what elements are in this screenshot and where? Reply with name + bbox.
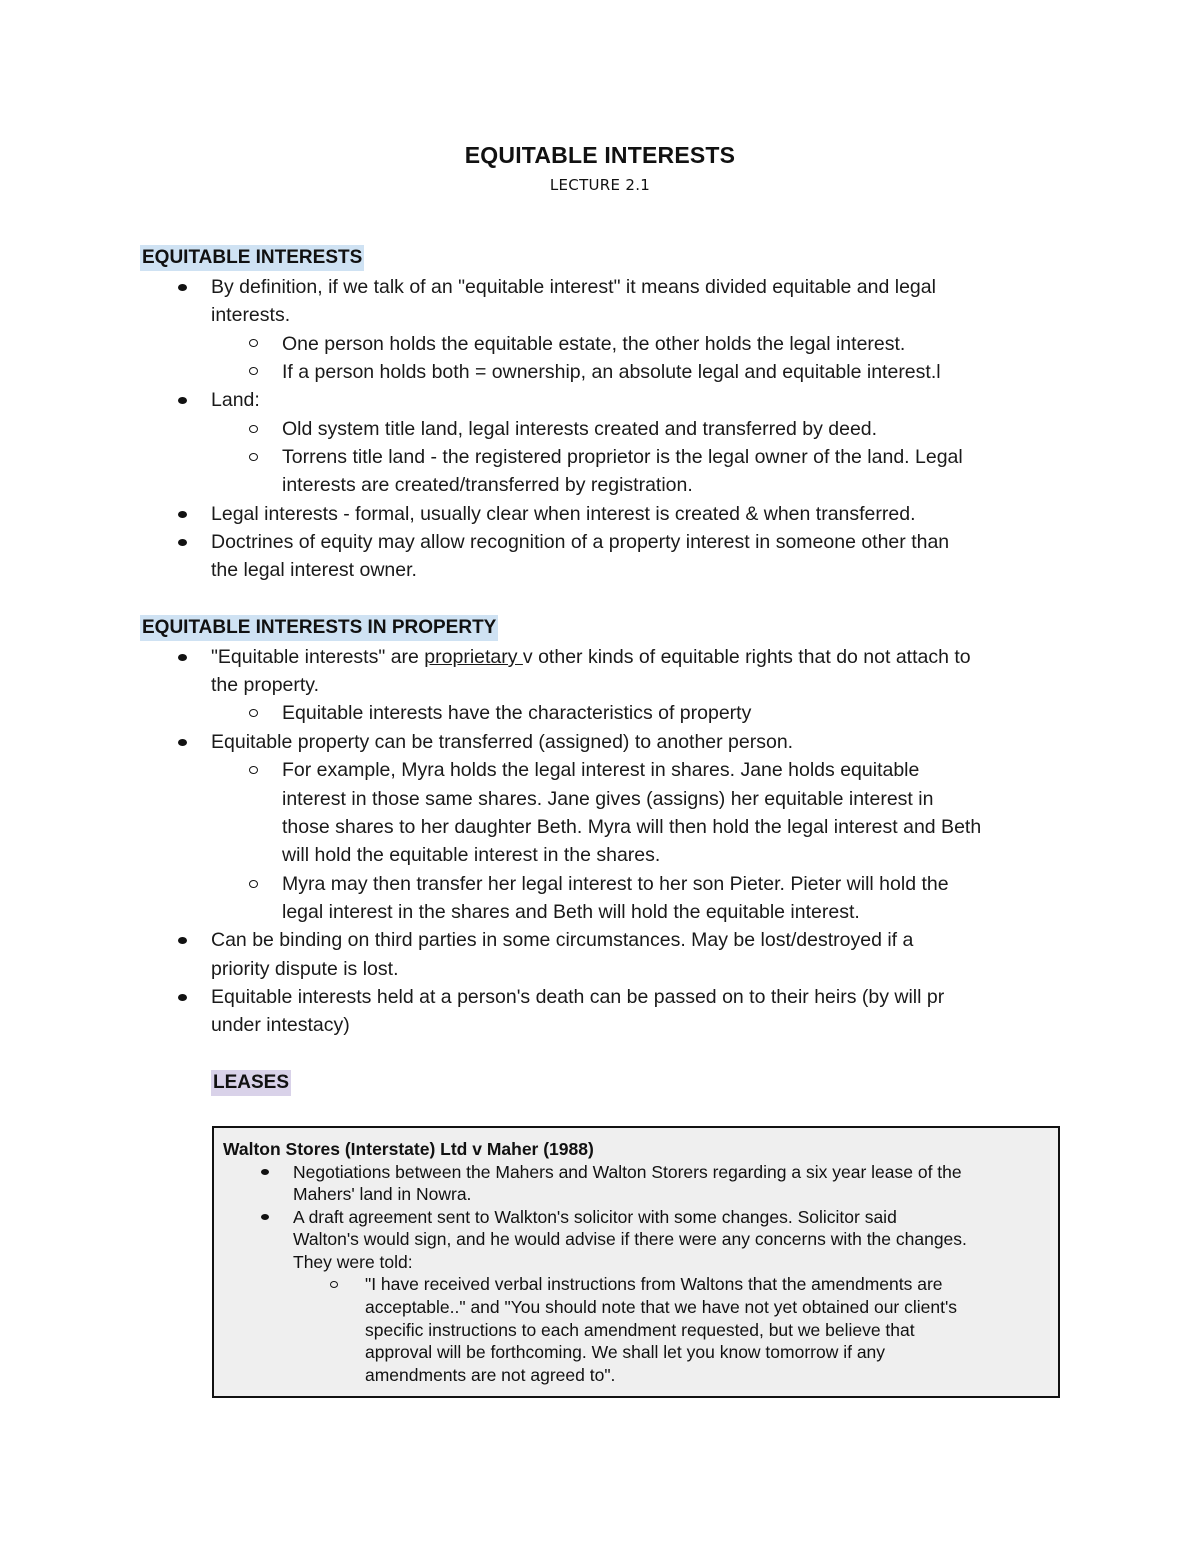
bullet-dot [261,1214,269,1220]
bullet-dot [178,739,187,746]
list-item-text: Old system title land, legal interests created and transferred by deed. [282,418,878,440]
bullet-dot [178,654,187,661]
bullet-circle [249,367,258,375]
text-segment: "Equitable interests" are [211,646,425,668]
bullet-dot [178,284,187,291]
list-item-text: the property. [211,674,320,696]
section-heading-equitable-interests: EQUITABLE INTERESTS [140,245,364,271]
list-item-text: By definition, if we talk of an "equitable interest" it means divided equitable and legal [211,276,936,298]
bullet-dot [178,539,187,546]
case-box [212,1126,1060,1398]
document-title: EQUITABLE INTERESTS [464,142,736,168]
list-item-text: If a person holds both = ownership, an absolute legal and equitable interest.l [282,361,941,383]
bullet-dot [178,397,187,404]
bullet-circle [249,709,258,717]
list-item-text: Equitable interests held at a person's death can be passed on to their heirs (by will pr [211,986,945,1008]
list-item-text: Doctrines of equity may allow recognition of a property interest in someone other than [211,531,950,553]
list-item-text: those shares to her daughter Beth. Myra will then hold the legal interest and Beth [282,816,982,838]
list-item-text: interests are created/transferred by registration. [282,474,693,496]
list-item-text: interest in those same shares. Jane gives (assigns) her equitable interest in [282,788,934,810]
bullet-circle [249,453,258,461]
bullet-circle [330,1281,338,1288]
list-item-text: Mahers' land in Nowra. [293,1184,472,1204]
bullet-circle [249,425,258,433]
list-item-text: Myra may then transfer her legal interest to her son Pieter. Pieter will hold the [282,873,949,895]
bullet-circle [249,766,258,774]
list-item-text: A draft agreement sent to Walkton's solicitor with some changes. Solicitor said [293,1207,897,1227]
list-item-text: approval will be forthcoming. We shall let you know tomorrow if any [365,1342,886,1362]
text-segment: v other kinds of equitable rights that do not attach to [522,646,971,668]
list-item-text: Torrens title land - the registered proprietor is the legal owner of the land. Legal [282,446,963,468]
case-title: Walton Stores (Interstate) Ltd v Maher (1988) [223,1139,594,1159]
list-item-text: under intestacy) [211,1014,350,1036]
list-item-text: Can be binding on third parties in some circumstances. May be lost/destroyed if a [211,929,914,951]
case-box-content [214,1128,1058,1396]
list-item-text: For example, Myra holds the legal interest in shares. Jane holds equitable [282,759,920,781]
list-item-text: They were told: [293,1252,413,1272]
bullet-dot [178,511,187,518]
list-item-text: legal interest in the shares and Beth will hold the equitable interest. [282,901,860,923]
list-item-text: specific instructions to each amendment requested, but we believe that [365,1320,915,1340]
list-item-text: the legal interest owner. [211,559,417,581]
list-item-text: Equitable interests have the characteristics of property [282,702,752,724]
bullet-dot [178,937,187,944]
list-item-text: Land: [211,389,260,411]
list-item-text: "I have received verbal instructions from Waltons that the amendments are [365,1274,943,1294]
list-item-text [211,643,971,671]
list-item-text: acceptable.." and "You should note that we have not yet obtained our client's [365,1297,958,1317]
section-heading-equitable-interests-in-property: EQUITABLE INTERESTS IN PROPERTY [140,615,498,641]
list-item-text: interests. [211,304,291,326]
section-heading-leases: LEASES [211,1070,291,1096]
list-item-text: Equitable property can be transferred (assigned) to another person. [211,731,794,753]
bullet-circle [249,880,258,888]
bullet-dot [261,1169,269,1175]
list-item-text: Walton's would sign, and he would advise if there were any concerns with the changes. [293,1229,967,1249]
list-item-text: will hold the equitable interest in the shares. [282,844,661,866]
list-item-text: One person holds the equitable estate, the other holds the legal interest. [282,333,906,355]
bullet-circle [249,339,258,347]
list-item-text: Legal interests - formal, usually clear when interest is created & when transferred. [211,503,916,525]
list-item-text: amendments are not agreed to". [365,1365,616,1385]
list-item-text: Negotiations between the Mahers and Walton Storers regarding a six year lease of the [293,1162,962,1182]
bullet-dot [178,994,187,1001]
underlined-term: proprietary [424,646,523,668]
list-item-text: priority dispute is lost. [211,958,399,980]
document-subtitle: LECTURE 2.1 [549,176,651,194]
